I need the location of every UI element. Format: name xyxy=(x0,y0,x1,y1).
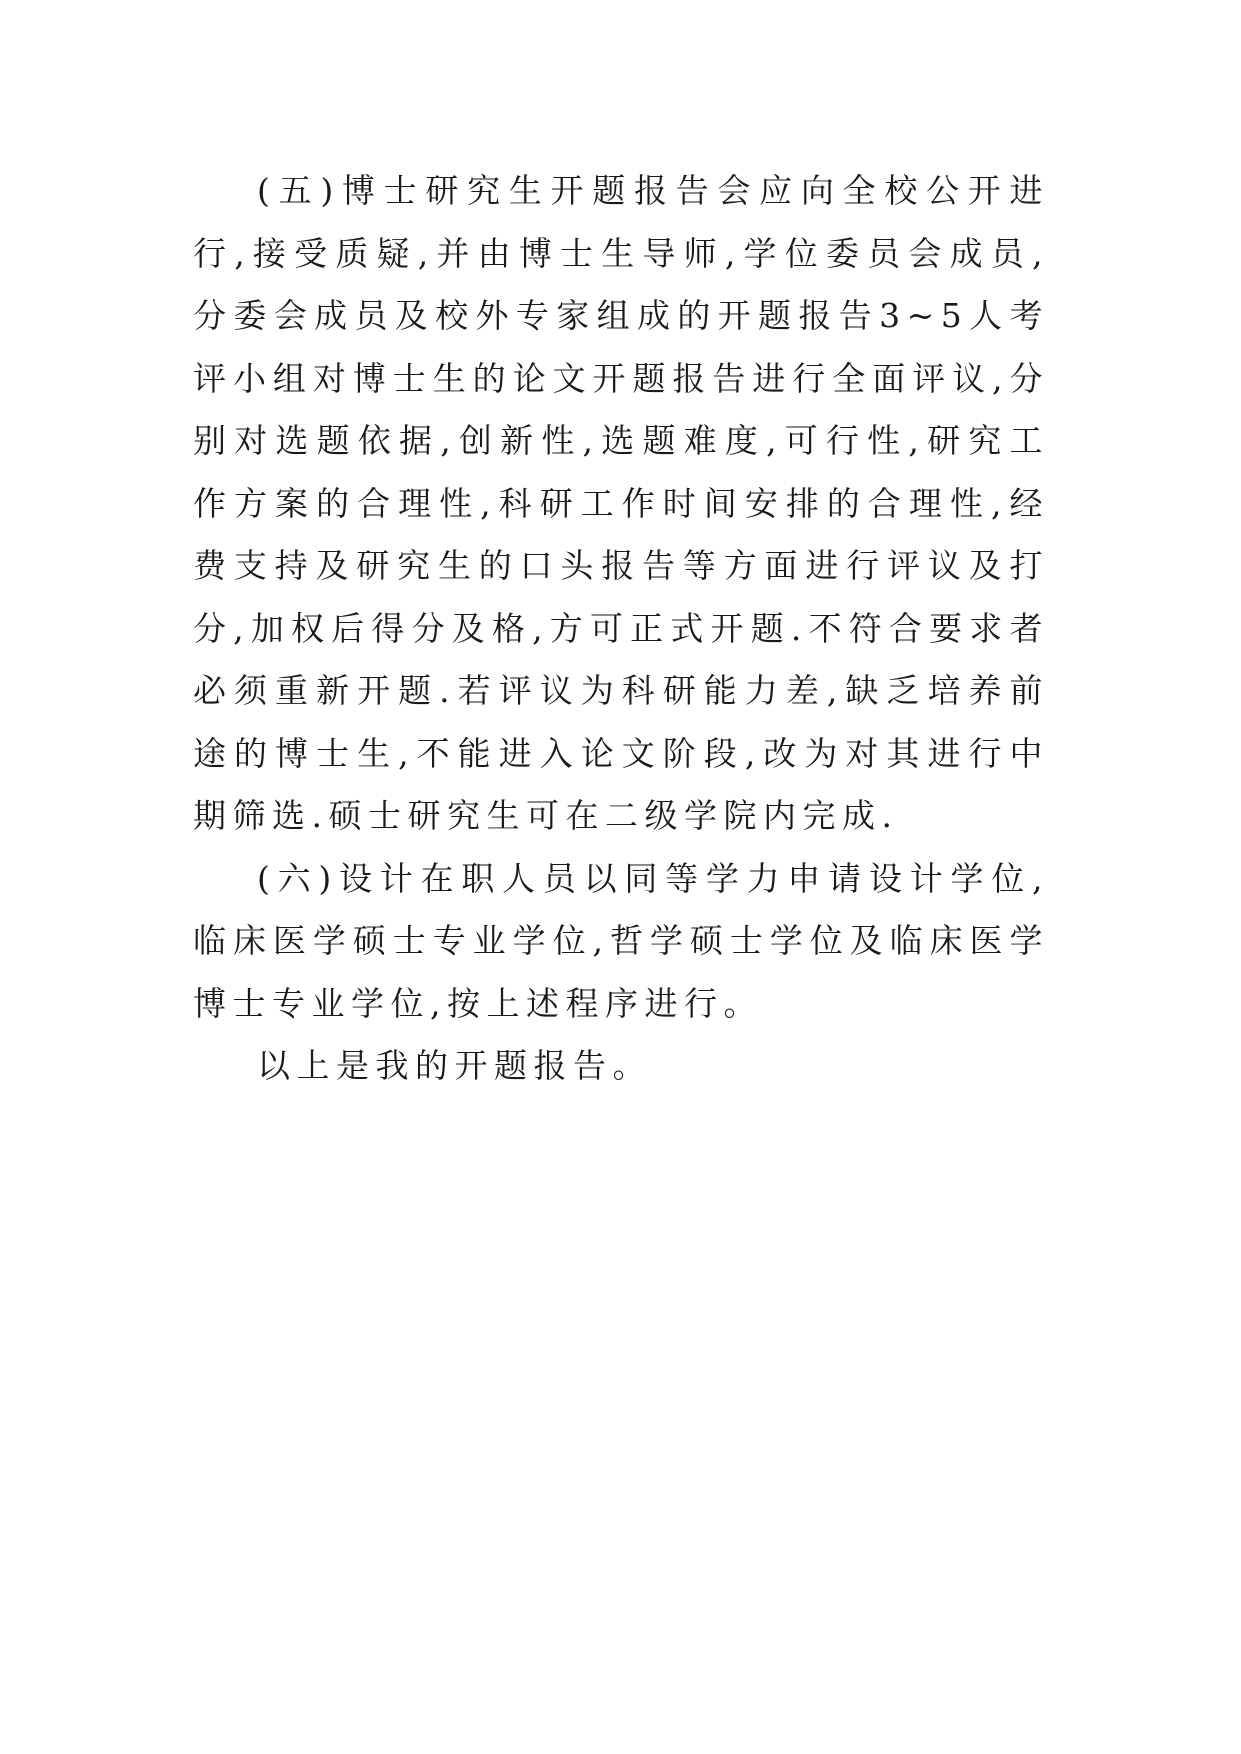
document-body xyxy=(193,160,1049,1098)
closing-line: 以上是我的开题报告。 xyxy=(257,1046,652,1085)
paragraph-six: (六)设计在职人员以同等学力申请设计学位,临床医学硕士专业学位,哲学硕士学位及临床医学博士专业学位,按上述程序进行。 xyxy=(193,858,1049,1023)
paragraph-five: (五)博士研究生开题报告会应向全校公开进行,接受质疑,并由博士生导师,学位委员会成员,分委会成员及校外专家组成的开题报告3~5人考评小组对博士生的论文开题报告进行全面评议,分别对选题依据,创新性,选题难度,可行性,研究工作方案的合理性,科研工作时间安排的合理性,经费支持及研究生的口头报告等方面进行评议及打分,加权后得分及格,方可正式开题.不符合要求者必须重新开题.若评议为科研能力差,缺乏培养前途的博士生,不能进入论文阶段,改为对其进行中期筛选.硕士研究生可在二级学院内完成. xyxy=(193,171,1049,835)
